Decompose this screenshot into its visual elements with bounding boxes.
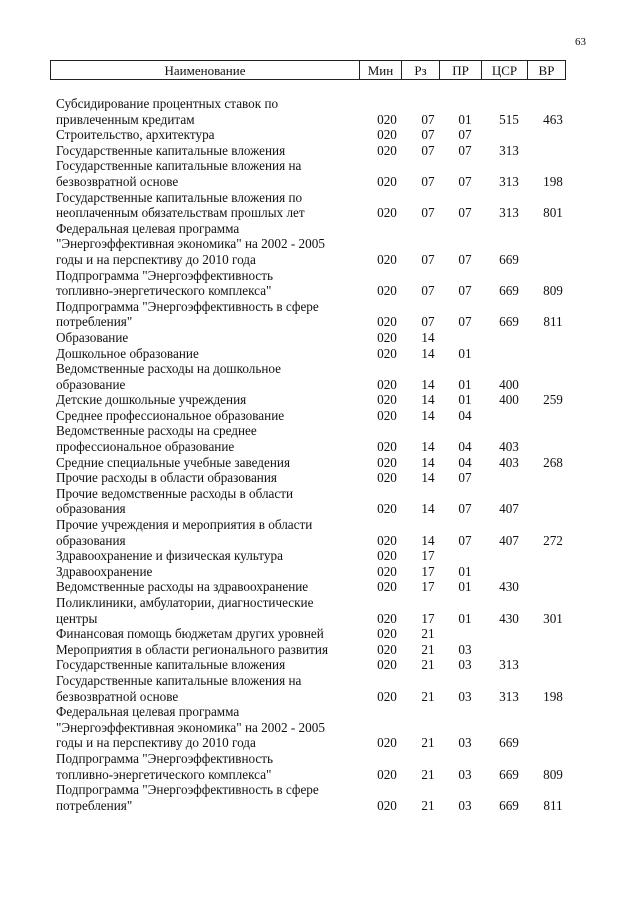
cell-rz: 21 (421, 688, 435, 704)
cell-min: 020 (377, 314, 397, 330)
cell-min: 020 (377, 329, 397, 345)
cell-rz: 14 (421, 454, 435, 470)
cell-min: 020 (377, 563, 397, 579)
row-name (56, 579, 356, 595)
cell-pr: 04 (458, 454, 472, 470)
cell-min: 020 (377, 111, 397, 127)
cell-rz: 17 (421, 579, 435, 595)
cell-min: 020 (377, 766, 397, 782)
row-name (56, 299, 356, 330)
table-row (56, 486, 576, 517)
table-row (56, 96, 576, 127)
cell-pr: 03 (458, 766, 472, 782)
row-name (56, 346, 356, 362)
row-name-line: Здравоохранение (56, 563, 153, 579)
cell-pr: 07 (458, 532, 472, 548)
table-row (56, 455, 576, 471)
row-name-line: Финансовая помощь бюджетам других уровней (56, 626, 324, 642)
cell-csr: 313 (499, 688, 519, 704)
cell-pr: 03 (458, 641, 472, 657)
cell-min: 020 (377, 283, 397, 299)
row-name (56, 673, 356, 704)
header-vr: ВР (528, 61, 566, 80)
cell-rz: 14 (421, 501, 435, 517)
cell-pr: 07 (458, 283, 472, 299)
row-name-line: центры (56, 610, 98, 626)
cell-rz: 21 (421, 797, 435, 813)
cell-min: 020 (377, 173, 397, 189)
row-name (56, 158, 356, 189)
row-name (56, 408, 356, 424)
table-row (56, 221, 576, 268)
cell-min: 020 (377, 251, 397, 267)
row-name-line: потребления" (56, 314, 133, 330)
cell-pr: 03 (458, 657, 472, 673)
row-name (56, 330, 356, 346)
cell-rz: 21 (421, 641, 435, 657)
table-row (56, 642, 576, 658)
cell-pr: 07 (458, 470, 472, 486)
cell-vr: 272 (543, 532, 563, 548)
cell-pr: 01 (458, 376, 472, 392)
cell-vr: 463 (543, 111, 563, 127)
row-name-line: Ведомственные расходы на среднее (56, 423, 257, 439)
row-name-line: Подпрограмма "Энергоэффективность (56, 267, 274, 283)
cell-rz: 21 (421, 657, 435, 673)
cell-pr: 01 (458, 579, 472, 595)
row-name-line: образование (56, 376, 126, 392)
cell-min: 020 (377, 376, 397, 392)
cell-min: 020 (377, 610, 397, 626)
cell-min: 020 (377, 579, 397, 595)
row-name-line: Прочие расходы в области образования (56, 470, 277, 486)
cell-min: 020 (377, 688, 397, 704)
cell-csr: 407 (499, 501, 519, 517)
table-row (56, 548, 576, 564)
row-name (56, 548, 356, 564)
row-name (56, 486, 356, 517)
row-name-line: "Энергоэффективная экономика" на 2002 - 2005 (56, 719, 325, 735)
cell-csr: 313 (499, 142, 519, 158)
row-name (56, 190, 356, 221)
cell-pr: 01 (458, 111, 472, 127)
row-name-line: потребления" (56, 797, 133, 813)
table-header (50, 60, 566, 80)
table-row (56, 579, 576, 595)
row-name (56, 361, 356, 392)
cell-pr: 03 (458, 688, 472, 704)
row-name (56, 564, 356, 580)
cell-csr: 669 (499, 251, 519, 267)
cell-min: 020 (377, 797, 397, 813)
cell-csr: 430 (499, 610, 519, 626)
row-name-line: образования (56, 532, 126, 548)
cell-vr: 198 (543, 173, 563, 189)
cell-rz: 14 (421, 439, 435, 455)
row-name-line: Образование (56, 329, 129, 345)
cell-rz: 07 (421, 142, 435, 158)
row-name (56, 221, 356, 268)
cell-pr: 04 (458, 407, 472, 423)
table-row (56, 408, 576, 424)
cell-csr: 313 (499, 657, 519, 673)
cell-rz: 14 (421, 470, 435, 486)
cell-csr: 515 (499, 111, 519, 127)
row-name-line: Государственные капитальные вложения (56, 657, 286, 673)
row-name-line: безвозвратной основе (56, 688, 179, 704)
cell-min: 020 (377, 548, 397, 564)
cell-vr: 301 (543, 610, 563, 626)
cell-rz: 21 (421, 766, 435, 782)
row-name-line: профессиональное образование (56, 439, 235, 455)
cell-min: 020 (377, 142, 397, 158)
row-name-line: Здравоохранение и физическая культура (56, 548, 283, 564)
row-name-line: топливно-энергетического комплекса" (56, 283, 272, 299)
cell-pr: 07 (458, 142, 472, 158)
cell-rz: 21 (421, 735, 435, 751)
cell-vr: 801 (543, 205, 563, 221)
cell-vr: 198 (543, 688, 563, 704)
row-name (56, 268, 356, 299)
row-name-line: Государственные капитальные вложения по (56, 189, 303, 205)
row-name (56, 595, 356, 626)
cell-rz: 17 (421, 548, 435, 564)
row-name-line: Ведомственные расходы на дошкольное (56, 361, 281, 377)
cell-pr: 01 (458, 392, 472, 408)
cell-min: 020 (377, 735, 397, 751)
table-row (56, 299, 576, 330)
cell-rz: 07 (421, 283, 435, 299)
cell-csr: 430 (499, 579, 519, 595)
cell-pr: 07 (458, 205, 472, 221)
cell-pr: 01 (458, 563, 472, 579)
cell-rz: 17 (421, 610, 435, 626)
row-name (56, 470, 356, 486)
budget-table-body (56, 96, 576, 813)
row-name-line: Среднее профессиональное образование (56, 407, 285, 423)
row-name (56, 517, 356, 548)
cell-rz: 14 (421, 345, 435, 361)
table-row (56, 423, 576, 454)
table-row (56, 751, 576, 782)
row-name-line: Федеральная целевая программа (56, 220, 240, 236)
cell-rz: 07 (421, 251, 435, 267)
cell-csr: 313 (499, 205, 519, 221)
cell-pr: 07 (458, 251, 472, 267)
cell-min: 020 (377, 345, 397, 361)
row-name (56, 96, 356, 127)
cell-rz: 07 (421, 205, 435, 221)
cell-rz: 07 (421, 111, 435, 127)
cell-min: 020 (377, 626, 397, 642)
cell-rz: 07 (421, 127, 435, 143)
cell-csr: 403 (499, 439, 519, 455)
table-row (56, 158, 576, 189)
cell-rz: 14 (421, 329, 435, 345)
row-name (56, 455, 356, 471)
table-row (56, 657, 576, 673)
cell-min: 020 (377, 205, 397, 221)
cell-pr: 01 (458, 610, 472, 626)
row-name-line: Прочие учреждения и мероприятия в области (56, 517, 313, 533)
row-name (56, 423, 356, 454)
cell-min: 020 (377, 392, 397, 408)
row-name (56, 642, 356, 658)
cell-rz: 07 (421, 314, 435, 330)
row-name (56, 127, 356, 143)
cell-pr: 07 (458, 501, 472, 517)
cell-rz: 14 (421, 532, 435, 548)
row-name-line: Государственные капитальные вложения (56, 142, 286, 158)
row-name-line: Государственные капитальные вложения на (56, 158, 302, 174)
cell-min: 020 (377, 470, 397, 486)
row-name-line: Подпрограмма "Энергоэффективность в сфере (56, 298, 319, 314)
row-name-line: годы и на перспективу до 2010 года (56, 251, 256, 267)
table-row (56, 268, 576, 299)
cell-vr: 809 (543, 283, 563, 299)
table-row (56, 127, 576, 143)
table-row (56, 330, 576, 346)
cell-csr: 669 (499, 766, 519, 782)
table-row (56, 392, 576, 408)
cell-vr: 811 (543, 797, 563, 813)
cell-pr: 07 (458, 173, 472, 189)
cell-csr: 669 (499, 797, 519, 813)
table-row (56, 704, 576, 751)
row-name-line: Подпрограмма "Энергоэффективность (56, 750, 274, 766)
cell-csr: 669 (499, 314, 519, 330)
table-row (56, 564, 576, 580)
table-row (56, 673, 576, 704)
row-name-line: Федеральная целевая программа (56, 704, 240, 720)
cell-rz: 14 (421, 376, 435, 392)
table-row (56, 361, 576, 392)
cell-vr: 268 (543, 454, 563, 470)
row-name-line: Детские дошкольные учреждения (56, 392, 247, 408)
cell-min: 020 (377, 127, 397, 143)
row-name-line: Строительство, архитектура (56, 127, 215, 143)
header-pr: ПР (440, 61, 482, 80)
cell-min: 020 (377, 532, 397, 548)
cell-pr: 04 (458, 439, 472, 455)
cell-rz: 14 (421, 392, 435, 408)
row-name-line: Средние специальные учебные заведения (56, 454, 291, 470)
cell-rz: 21 (421, 626, 435, 642)
cell-rz: 17 (421, 563, 435, 579)
cell-min: 020 (377, 407, 397, 423)
cell-csr: 400 (499, 376, 519, 392)
row-name-line: образования (56, 501, 126, 517)
cell-pr: 07 (458, 314, 472, 330)
row-name (56, 626, 356, 642)
row-name-line: Ведомственные расходы на здравоохранение (56, 579, 309, 595)
table-row (56, 517, 576, 548)
cell-csr: 400 (499, 392, 519, 408)
table-row (56, 470, 576, 486)
row-name-line: привлеченным кредитам (56, 111, 195, 127)
table-row (56, 190, 576, 221)
cell-pr: 07 (458, 127, 472, 143)
row-name-line: Поликлиники, амбулатории, диагностические (56, 595, 314, 610)
table-row (56, 595, 576, 626)
row-name-line: Подпрограмма "Энергоэффективность в сфере (56, 782, 319, 798)
row-name-line: неоплаченным обязательствам прошлых лет (56, 205, 305, 221)
cell-rz: 14 (421, 407, 435, 423)
table-row (56, 346, 576, 362)
header-rz: Рз (402, 61, 440, 80)
row-name-line: Мероприятия в области регионального развития (56, 641, 329, 657)
row-name (56, 657, 356, 673)
row-name-line: топливно-энергетического комплекса" (56, 766, 272, 782)
header-csr: ЦСР (482, 61, 528, 80)
row-name (56, 143, 356, 159)
cell-min: 020 (377, 454, 397, 470)
row-name-line: годы и на перспективу до 2010 года (56, 735, 256, 751)
row-name-line: Прочие ведомственные расходы в области (56, 485, 294, 501)
cell-vr: 811 (543, 314, 563, 330)
header-name: Наименование (51, 61, 360, 80)
row-name-line: "Энергоэффективная экономика" на 2002 - 2005 (56, 236, 325, 252)
header-min: Мин (360, 61, 402, 80)
cell-pr: 03 (458, 735, 472, 751)
cell-csr: 313 (499, 173, 519, 189)
cell-rz: 07 (421, 173, 435, 189)
row-name-line: Государственные капитальные вложения на (56, 672, 302, 688)
cell-vr: 259 (543, 392, 563, 408)
cell-csr: 669 (499, 735, 519, 751)
cell-pr: 01 (458, 345, 472, 361)
row-name (56, 392, 356, 408)
row-name (56, 782, 356, 813)
cell-csr: 403 (499, 454, 519, 470)
table-row (56, 626, 576, 642)
table-row (56, 782, 576, 813)
cell-min: 020 (377, 641, 397, 657)
cell-vr: 809 (543, 766, 563, 782)
row-name-line: Субсидирование процентных ставок по (56, 96, 279, 111)
cell-csr: 407 (499, 532, 519, 548)
row-name (56, 751, 356, 782)
row-name-line: безвозвратной основе (56, 173, 179, 189)
cell-min: 020 (377, 439, 397, 455)
cell-pr: 03 (458, 797, 472, 813)
cell-min: 020 (377, 657, 397, 673)
cell-min: 020 (377, 501, 397, 517)
row-name-line: Дошкольное образование (56, 345, 199, 361)
cell-csr: 669 (499, 283, 519, 299)
row-name (56, 704, 356, 751)
table-row (56, 143, 576, 159)
page-number: 63 (575, 36, 586, 48)
